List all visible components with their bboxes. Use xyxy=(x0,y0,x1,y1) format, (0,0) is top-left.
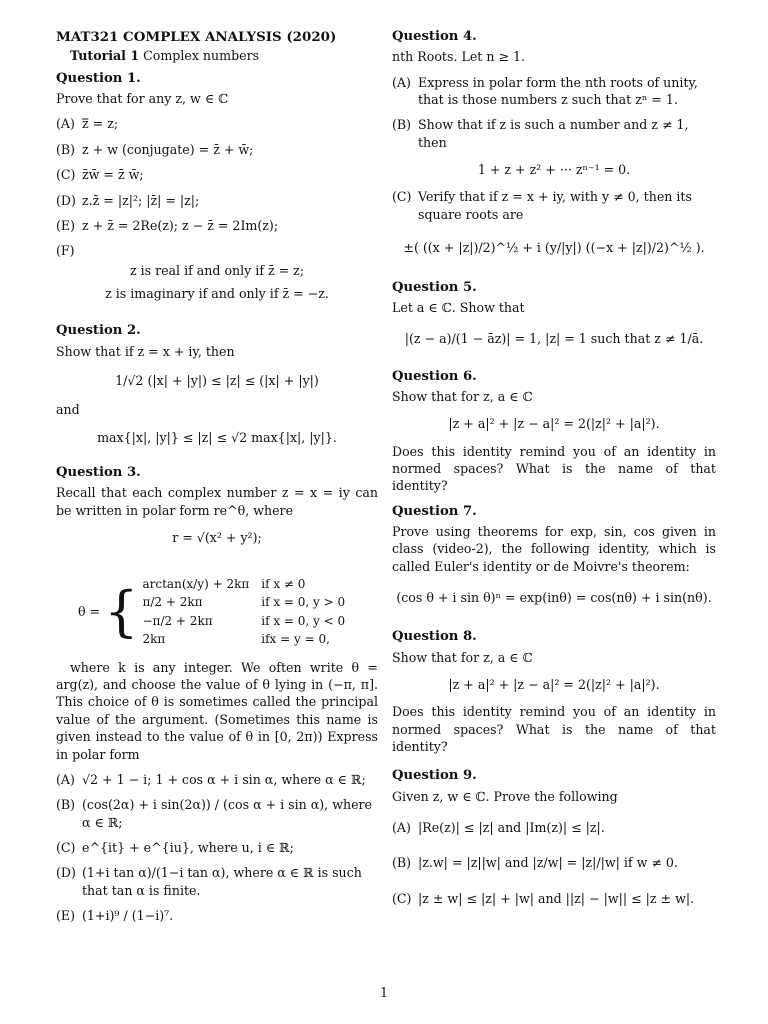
q4-intro: nth Roots. Let n ≥ 1. xyxy=(392,49,526,65)
subtitle-tutorial: Tutorial 1 xyxy=(70,47,140,63)
q3-case-expr: π/2 + 2kπ xyxy=(142,595,203,610)
q1-item-a-label: (A) xyxy=(56,116,75,132)
q3-item-a-label: (A) xyxy=(56,771,75,787)
q1-item-d xyxy=(56,192,378,209)
q7-intro: Prove using theorems for exp, sin, cos given in class (video-2), the following identity, which is called Euler's identity or de Moivre's theorem: xyxy=(392,523,716,574)
q9-item-c xyxy=(392,890,716,907)
q3-r-equation: r = √(x² + y²); xyxy=(172,530,262,546)
q1-f-line1: z is real if and only if z̄ = z; xyxy=(129,262,305,278)
q9-item-b-label: (B) xyxy=(392,855,412,871)
q3-case-cond: if x = 0, y < 0 xyxy=(261,613,346,628)
q4-item-a-label: (A) xyxy=(392,74,411,90)
q3-item-c-text: e^{it} + e^{iu}, where u, i ∈ ℝ; xyxy=(82,840,294,856)
document-subtitle xyxy=(70,47,378,64)
q3-item-a-text: √2 + 1 − i; 1 + cos α + i sin α, where α ∈ ℝ; xyxy=(82,771,366,787)
q5-intro: Let a ∈ ℂ. Show that xyxy=(392,299,525,315)
q2-and: and xyxy=(56,402,80,418)
q8-intro: Show that for z, a ∈ ℂ xyxy=(392,649,533,665)
q6-heading: Question 6. xyxy=(392,368,477,384)
q4-heading: Question 4. xyxy=(392,29,477,44)
q2-equation-2: max{|x|, |y|} ≤ |z| ≤ √2 max{|x|, |y|}. xyxy=(97,429,337,445)
q8-equation: |z + a|² + |z − a|² = 2(|z|² + |a|²). xyxy=(448,676,660,692)
page-number: 1 xyxy=(379,985,388,1000)
q1-item-d-label: (D) xyxy=(56,192,76,208)
q7-equation: (cos θ + i sin θ)ⁿ = exp(inθ) = cos(nθ) + i sin(nθ). xyxy=(396,590,712,605)
q3-case-row xyxy=(143,630,358,649)
q3-case-cond: ifx = y = 0, xyxy=(261,632,330,647)
q6-intro: Show that for z, a ∈ ℂ xyxy=(392,388,533,404)
q4-item-b-text: Show that if z is such a number and z ≠ 1, then xyxy=(418,117,689,150)
q3-item-d-text: (1+i tan α)/(1−i tan α), where α ∈ ℝ is such that tan α is finite. xyxy=(82,865,362,898)
q3-item-c-label: (C) xyxy=(56,840,76,856)
q1-item-e-text: z + z̄ = 2Re(z); z − z̄ = 2Im(z); xyxy=(82,217,279,233)
q9-item-a-label: (A) xyxy=(392,820,411,836)
q3-theta-cases xyxy=(78,575,378,649)
q3-item-d xyxy=(56,864,378,899)
q3-item-c xyxy=(56,839,378,856)
q1-item-c xyxy=(56,166,378,183)
q8-heading: Question 8. xyxy=(392,629,477,645)
q1-item-f-text xyxy=(82,242,378,259)
q1-item-c-text: z̄w̄ = z̄ w̄; xyxy=(82,167,144,183)
q3-intro: Recall that each complex number z = x = iy can be written in polar form re^θ, where xyxy=(56,485,378,518)
q1-item-b-text: z + w (conjugate) = z̄ + w̄; xyxy=(82,141,254,157)
q3-item-e-label: (E) xyxy=(56,908,76,924)
q3-item-d-label: (D) xyxy=(56,865,76,881)
q6-equation: |z + a|² + |z − a|² = 2(|z|² + |a|²). xyxy=(448,416,660,432)
q9-item-c-text: |z ± w| ≤ |z| + |w| and ||z| − |w|| ≤ |z ± w|. xyxy=(418,890,695,906)
q2-heading: Question 2. xyxy=(56,323,141,339)
q3-item-e-text: (1+i)⁹ / (1−i)⁷. xyxy=(82,908,174,924)
q2-intro: Show that if z = x + iy, then xyxy=(56,343,235,359)
q3-case-expr: 2kπ xyxy=(142,632,166,647)
q4-item-c-text: Verify that if z = x + iy, with y ≠ 0, then its square roots are xyxy=(418,189,692,222)
q3-item-a xyxy=(56,771,378,788)
q4-item-a-text: Express in polar form the nth roots of unity, that is those numbers z such that zⁿ = 1. xyxy=(418,74,698,107)
q3-body: where k is any integer. We often write θ = arg(z), and choose the value of θ lying in (−π, π]. This choice of θ is sometimes called the principal value of the argument. (Sometimes this name is given instead to the value of θ in [0, 2π)) Express in polar form xyxy=(56,659,378,762)
q1-item-b-label: (B) xyxy=(56,141,76,157)
q3-item-b xyxy=(56,796,378,831)
q7-heading: Question 7. xyxy=(392,503,477,519)
q9-item-a xyxy=(392,819,716,836)
left-column xyxy=(56,28,378,933)
q3-case-row xyxy=(143,612,358,631)
q1-item-f xyxy=(56,242,378,259)
q3-case-cond: if x ≠ 0 xyxy=(261,576,306,591)
q1-item-b xyxy=(56,141,378,158)
q2-equation-1: 1/√2 (|x| + |y|) ≤ |z| ≤ (|x| + |y|) xyxy=(115,373,319,389)
q4-item-b xyxy=(392,116,716,151)
q8-after: Does this identity remind you of an identity in normed spaces? What is the name of that identity? xyxy=(392,704,716,755)
q9-intro: Given z, w ∈ ℂ. Prove the following xyxy=(392,788,618,804)
q3-case-row xyxy=(143,593,358,612)
q1-item-f-label: (F) xyxy=(56,243,75,259)
q3-case-expr: −π/2 + 2kπ xyxy=(142,613,213,628)
q1-item-d-text: z.z̄ = |z|²; |z̄| = |z|; xyxy=(82,192,200,208)
q1-item-c-label: (C) xyxy=(56,167,76,183)
q3-heading: Question 3. xyxy=(56,465,141,481)
q1-item-a-text: z̿ = z; xyxy=(82,116,119,132)
q3-item-b-text: (cos(2α) + i sin(2α)) / (cos α + i sin α), where α ∈ ℝ; xyxy=(82,797,373,830)
subtitle-topic: Complex numbers xyxy=(139,47,260,63)
q5-equation: |(z − a)/(1 − āz)| = 1, |z| = 1 such that z ≠ 1/ā. xyxy=(404,331,704,347)
q9-heading: Question 9. xyxy=(392,768,477,784)
q3-theta-symbol: θ = xyxy=(78,603,101,619)
q4-item-b-label: (B) xyxy=(392,117,412,133)
q3-case-cond: if x = 0, y > 0 xyxy=(261,595,346,610)
q4-item-c-label: (C) xyxy=(392,189,412,205)
q1-heading: Question 1. xyxy=(56,70,141,86)
q9-item-a-text: |Re(z)| ≤ |z| and |Im(z)| ≤ |z|. xyxy=(418,820,605,836)
q4-c-equation: ±( ((x + |z|)/2)^½ + i (y/|y|) ((−x + |z|)/2)^½ ). xyxy=(403,240,705,256)
q9-item-c-label: (C) xyxy=(392,890,412,906)
q4-item-a xyxy=(392,74,716,109)
q3-item-b-label: (B) xyxy=(56,797,76,813)
q3-item-e xyxy=(56,907,378,924)
q4-b-equation: 1 + z + z² + ··· zⁿ⁻¹ = 0. xyxy=(477,162,631,178)
q3-case-row xyxy=(143,575,358,594)
q1-item-e-label: (E) xyxy=(56,217,76,233)
q3-case-expr: arctan(x/y) + 2kπ xyxy=(142,576,250,591)
left-brace-icon: { xyxy=(104,579,139,643)
q6-after: Does this identity remind you of an identity in normed spaces? What is the name of that identity? xyxy=(392,443,716,494)
q5-heading: Question 5. xyxy=(392,279,477,295)
q9-item-b-text: |z.w| = |z||w| and |z/w| = |z|/|w| if w ≠ 0. xyxy=(418,855,678,871)
document-title: MAT321 COMPLEX ANALYSIS (2020) xyxy=(56,29,337,45)
q4-item-c xyxy=(392,188,716,223)
q3-cases-table xyxy=(143,575,358,649)
q9-item-b xyxy=(392,854,716,871)
q1-f-line2: z is imaginary if and only if z̄ = −z. xyxy=(105,286,329,302)
q1-item-e xyxy=(56,217,378,234)
q1-item-a xyxy=(56,115,378,132)
right-column xyxy=(392,28,716,915)
q1-intro: Prove that for any z, w ∈ ℂ xyxy=(56,91,229,107)
